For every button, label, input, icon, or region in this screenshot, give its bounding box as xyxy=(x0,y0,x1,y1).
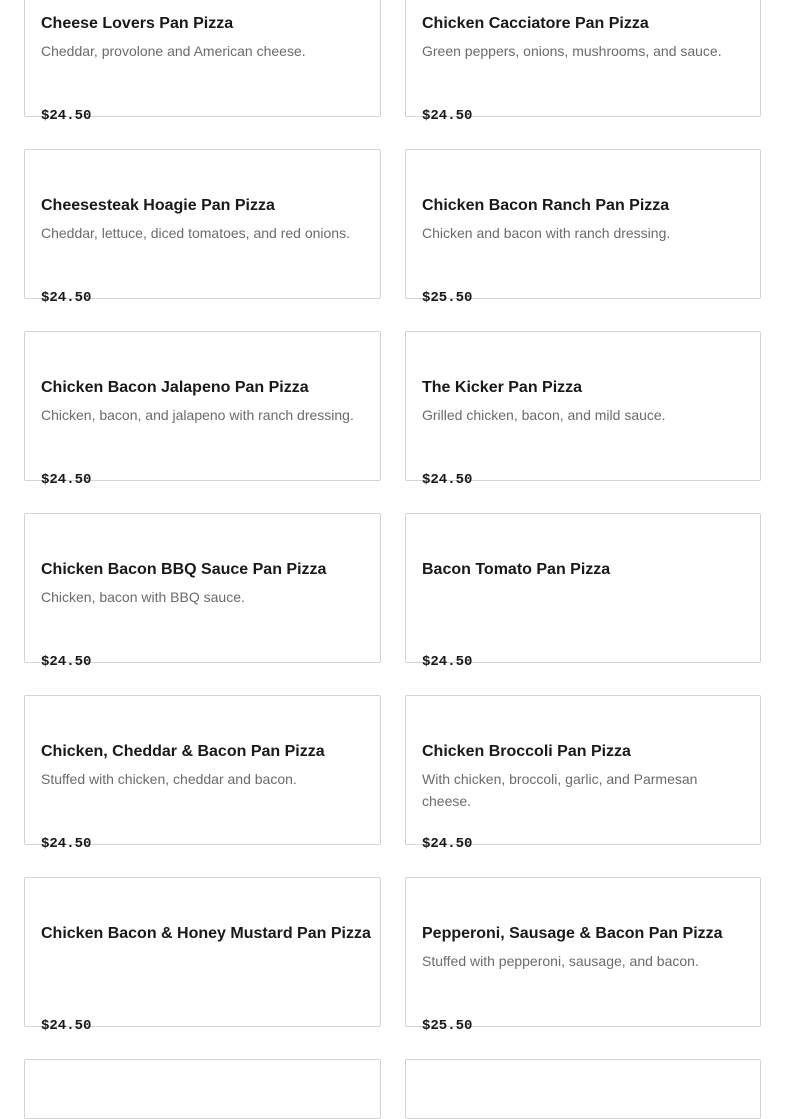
menu-item-description: Stuffed with pepperoni, sausage, and bacon. xyxy=(422,953,699,969)
menu-item-price: $24.50 xyxy=(422,108,473,124)
menu-item-card[interactable] xyxy=(405,877,761,1034)
menu-item-name: Chicken Broccoli Pan Pizza xyxy=(422,743,631,760)
menu-item-name: The Kicker Pan Pizza xyxy=(422,379,583,396)
menu-item-card[interactable] xyxy=(405,513,761,670)
menu-item-description: Green peppers, onions, mushrooms, and sauce. xyxy=(422,43,722,59)
menu-item-name: Chicken Bacon Jalapeno Pan Pizza xyxy=(41,379,309,396)
menu-item-description: Grilled chicken, bacon, and mild sauce. xyxy=(422,407,666,423)
menu-item-description: Chicken and bacon with ranch dressing. xyxy=(422,225,671,241)
menu-item-price: $24.50 xyxy=(41,1018,92,1034)
menu-item-card[interactable] xyxy=(24,331,381,488)
menu-item-grid xyxy=(24,0,761,1119)
menu-item-card[interactable] xyxy=(24,877,381,1034)
menu-item-name: Chicken Bacon BBQ Sauce Pan Pizza xyxy=(41,561,327,578)
menu-item-description: Cheddar, lettuce, diced tomatoes, and red onions. xyxy=(41,225,350,241)
menu-item-card[interactable] xyxy=(405,1059,761,1119)
menu-item-card[interactable] xyxy=(405,331,761,488)
menu-item-card[interactable] xyxy=(405,149,761,306)
menu-item-name: Chicken Bacon Ranch Pan Pizza xyxy=(422,197,670,214)
menu-item-description: Stuffed with chicken, cheddar and bacon. xyxy=(41,771,297,787)
menu-item-name: Cheese Lovers Pan Pizza xyxy=(41,15,234,32)
menu-item-price: $24.50 xyxy=(41,108,92,124)
menu-item-name: Cheesesteak Hoagie Pan Pizza xyxy=(41,197,275,214)
menu-item-card[interactable] xyxy=(24,695,381,852)
menu-item-price: $24.50 xyxy=(422,472,473,488)
menu-item-card[interactable] xyxy=(24,1059,381,1119)
menu-item-price: $24.50 xyxy=(41,654,92,670)
menu-item-price: $25.50 xyxy=(422,290,473,306)
menu-item-description: With chicken, broccoli, garlic, and Parmesan cheese. xyxy=(422,771,698,809)
menu-item-card[interactable] xyxy=(24,513,381,670)
menu-item-card[interactable] xyxy=(24,0,381,124)
menu-item-name: Bacon Tomato Pan Pizza xyxy=(422,561,611,578)
menu-item-name: Chicken, Cheddar & Bacon Pan Pizza xyxy=(41,743,325,760)
menu-item-price: $25.50 xyxy=(422,1018,473,1034)
menu-item-name: Chicken Cacciatore Pan Pizza xyxy=(422,15,649,32)
menu-item-name: Chicken Bacon & Honey Mustard Pan Pizza xyxy=(41,925,371,942)
menu-item-card[interactable] xyxy=(24,149,381,306)
menu-item-description: Cheddar, provolone and American cheese. xyxy=(41,43,306,59)
menu-item-name: Pepperoni, Sausage & Bacon Pan Pizza xyxy=(422,925,723,942)
menu-item-card[interactable] xyxy=(405,695,761,852)
menu-item-description: Chicken, bacon, and jalapeno with ranch dressing. xyxy=(41,407,354,423)
menu-item-price: $24.50 xyxy=(422,654,473,670)
menu-item-price: $24.50 xyxy=(41,472,92,488)
menu-item-card[interactable] xyxy=(405,0,761,124)
menu-item-price: $24.50 xyxy=(41,836,92,852)
menu-item-description: Chicken, bacon with BBQ sauce. xyxy=(41,589,245,605)
menu-item-price: $24.50 xyxy=(422,836,473,852)
menu-item-price: $24.50 xyxy=(41,290,92,306)
